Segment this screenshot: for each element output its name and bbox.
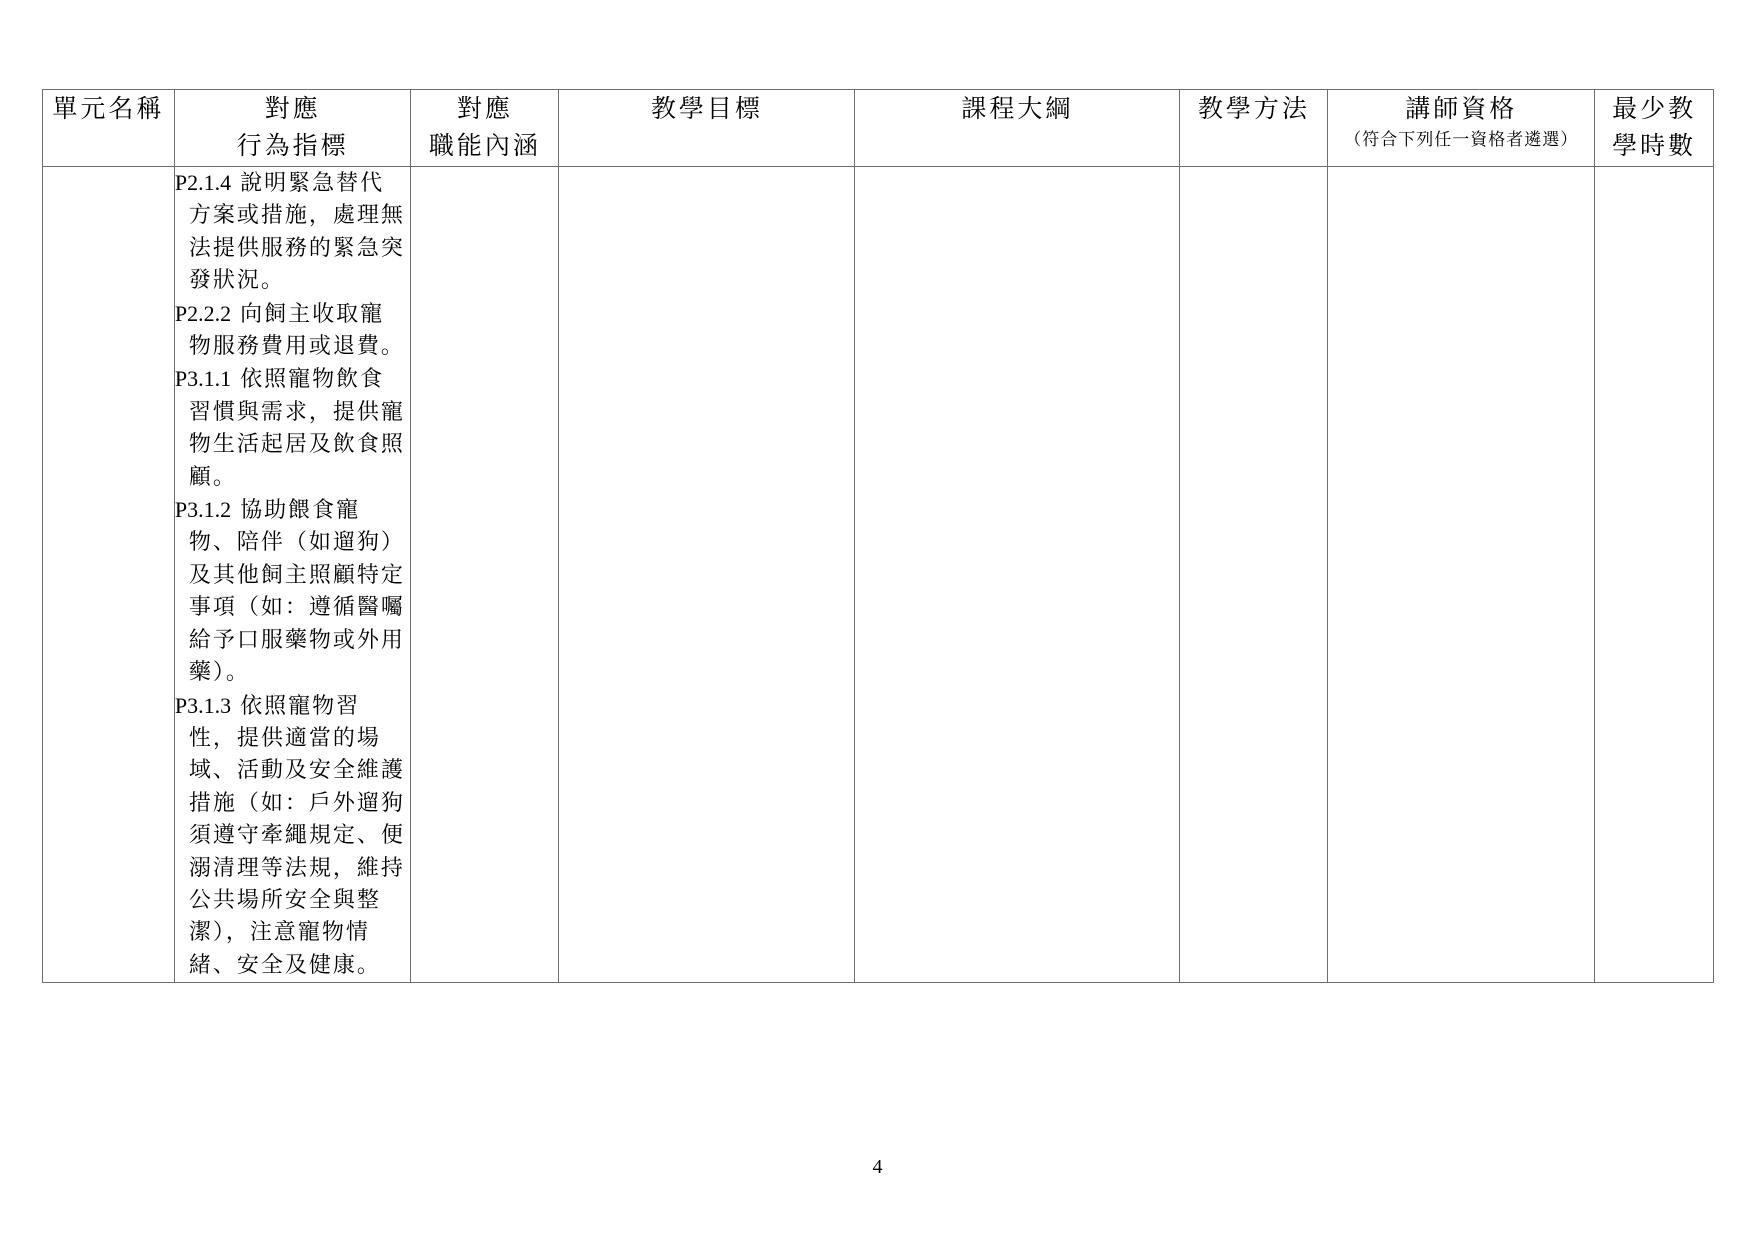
page-number: 4 [872, 1156, 883, 1178]
indicator-code: P3.1.2 [174, 497, 232, 523]
header-competency: 對應 職能內涵 [411, 90, 559, 167]
cell-methods [1180, 167, 1328, 983]
cell-unit-name [43, 167, 175, 983]
header-min-hours: 最少教 學時數 [1595, 90, 1714, 167]
cell-instructor [1328, 167, 1595, 983]
indicator-code: P2.2.2 [174, 300, 232, 326]
header-methods: 教學方法 [1180, 90, 1328, 167]
indicator-code: P3.1.1 [174, 366, 232, 392]
header-instructor: 講師資格 （符合下列任一資格者遴選） [1328, 90, 1595, 167]
header-behavior-indicator: 對應 行為指標 [174, 90, 411, 167]
cell-min-hours [1595, 167, 1714, 983]
cell-syllabus [855, 167, 1180, 983]
behavior-indicator-item: P3.1.3 依照寵物習 性，提供適當的場 域、活動及安全維護 措施（如：戶外遛狗 須遵守牽繩規定、便 溺清理等法規，維持 公共場所安全與整 潔），注意寵物情 緒、安全及健康。 [174, 692, 405, 978]
behavior-indicator-item: P2.2.2 向飼主收取寵 物服務費用或退費。 [174, 300, 405, 360]
behavior-indicator-item: P3.1.2 協助餵食寵 物、陪伴（如遛狗） 及其他飼主照顧特定 事項（如：遵循醫囑 給予口服藥物或外用 藥）。 [174, 497, 405, 686]
cell-objectives [559, 167, 855, 983]
curriculum-table [42, 89, 1714, 983]
header-unit-name: 單元名稱 [43, 90, 175, 167]
behavior-indicator-item: P2.1.4 說明緊急替代 方案或措施，處理無 法提供服務的緊急突 發狀況。 [174, 170, 405, 294]
table-row [43, 167, 1714, 983]
instructor-note: （符合下列任一資格者遴選） [1344, 130, 1579, 150]
cell-behavior-indicators [174, 167, 411, 983]
table-header-row [43, 90, 1714, 167]
header-objectives: 教學目標 [559, 90, 855, 167]
cell-competency [411, 167, 559, 983]
header-syllabus: 課程大綱 [855, 90, 1180, 167]
indicator-code: P3.1.3 [174, 692, 232, 718]
indicator-code: P2.1.4 [174, 170, 232, 195]
behavior-indicator-item: P3.1.1 依照寵物飲食 習慣與需求，提供寵 物生活起居及飲食照 顧。 [174, 366, 405, 490]
